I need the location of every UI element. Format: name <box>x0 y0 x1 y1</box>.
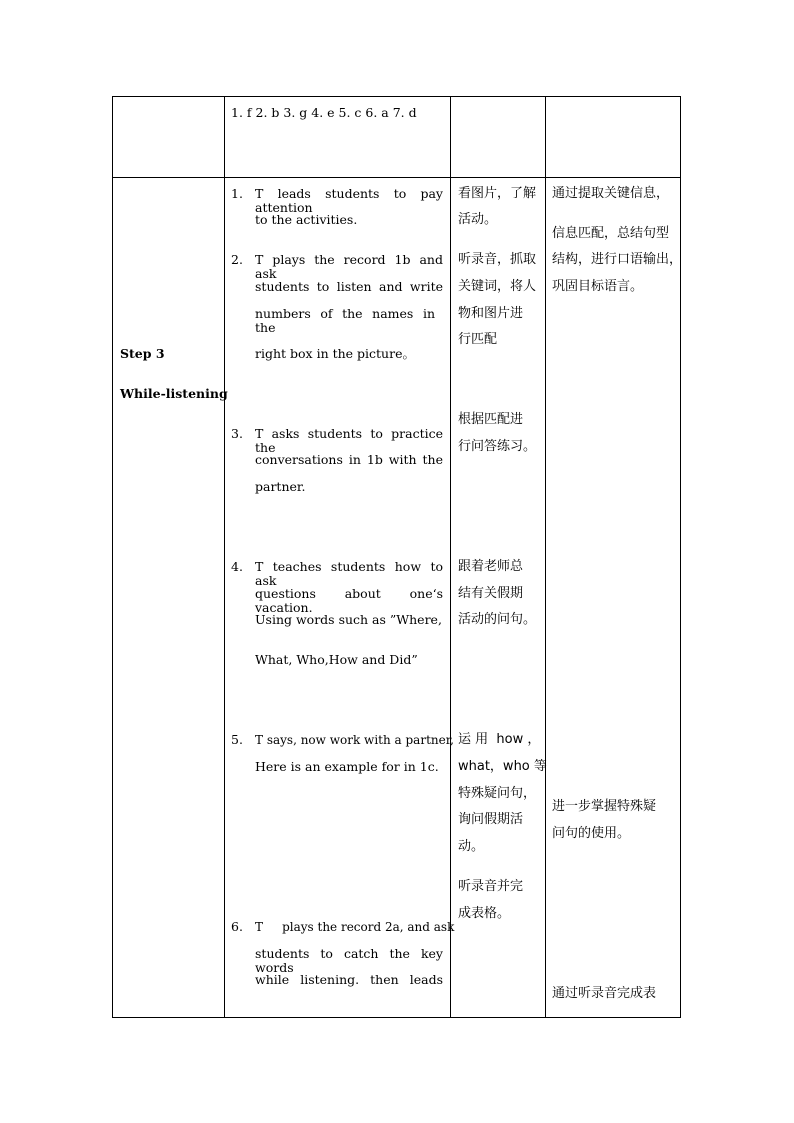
activity-line: students to catch the key words <box>255 946 443 975</box>
column-divider-3 <box>545 96 546 1018</box>
student-line: 听录音，抓取 <box>458 252 537 267</box>
activity-line: T asks students to practice the <box>255 426 443 455</box>
activity-line: while listening. then leads <box>255 972 443 987</box>
activity-line: Using words such as ”Where, <box>255 612 442 627</box>
student-line: 根据匹配进 <box>458 412 524 427</box>
column-divider-1 <box>224 96 225 1018</box>
table-top-border <box>112 96 681 97</box>
activity-line: T says, now work with a partner, <box>255 733 454 747</box>
student-line: 特殊疑问句， <box>458 786 537 801</box>
item-number: 6. <box>231 919 243 934</box>
activity-line: right box in the picture。 <box>255 346 415 361</box>
student-line: 行匹配 <box>458 332 498 347</box>
purpose-line: 通过提取关键信息， <box>552 186 670 201</box>
item-number: 4. <box>231 559 243 574</box>
activity-line: What, Who,How and Did” <box>255 652 418 667</box>
student-line: 活动的问句。 <box>458 612 537 627</box>
activity-line: numbers of the names in the <box>255 306 435 335</box>
step-title: Step 3 <box>120 346 165 361</box>
item-number: 3. <box>231 426 243 441</box>
student-line: what，who 等 <box>458 759 547 774</box>
item-number: 5. <box>231 732 243 747</box>
student-line: 结有关假期 <box>458 586 524 601</box>
row-divider <box>112 177 681 178</box>
table-left-border <box>112 96 113 1018</box>
item-number: 2. <box>231 252 243 267</box>
student-line: 活动。 <box>458 212 498 227</box>
answer-key: 1. f 2. b 3. g 4. e 5. c 6. a 7. d <box>231 105 417 120</box>
activity-line: Here is an example for in 1c. <box>255 759 439 774</box>
purpose-line: 信息匹配，总结句型 <box>552 226 670 241</box>
student-line: 动。 <box>458 839 485 854</box>
student-line: 物和图片进 <box>458 306 524 321</box>
student-line: 行问答练习。 <box>458 439 537 454</box>
table-right-border <box>680 96 681 1018</box>
item-number: 1. <box>231 186 243 201</box>
student-line: 关键词，将人 <box>458 279 537 294</box>
column-divider-2 <box>450 96 451 1018</box>
activity-line: students to listen and write <box>255 279 443 294</box>
student-line: 运 用 how ， <box>458 732 541 747</box>
activity-line: T teaches students how to ask <box>255 559 443 588</box>
activity-line: partner. <box>255 479 306 494</box>
purpose-line: 通过听录音完成表 <box>552 986 657 1001</box>
purpose-line: 问句的使用。 <box>552 826 631 841</box>
table-bottom-border <box>112 1017 681 1018</box>
activity-line: T plays the record 1b and ask <box>255 252 443 281</box>
activity-line: T plays the record 2a, and ask <box>255 920 455 934</box>
purpose-line: 巩固目标语言。 <box>552 279 644 294</box>
student-line: 看图片，了解 <box>458 186 537 201</box>
student-line: 跟着老师总 <box>458 559 524 574</box>
activity-line: questions about one‘s vacation. <box>255 586 443 615</box>
purpose-line: 结构，进行口语输出， <box>552 252 683 267</box>
purpose-line: 进一步掌握特殊疑 <box>552 799 657 814</box>
activity-line: to the activities. <box>255 212 358 227</box>
student-line: 成表格。 <box>458 906 511 921</box>
activity-line: conversations in 1b with the <box>255 452 443 467</box>
student-line: 听录音并完 <box>458 879 524 894</box>
step-name: While-listening <box>120 386 228 401</box>
student-line: 询问假期活 <box>458 812 524 827</box>
activity-line: T leads students to pay attention <box>255 186 443 215</box>
